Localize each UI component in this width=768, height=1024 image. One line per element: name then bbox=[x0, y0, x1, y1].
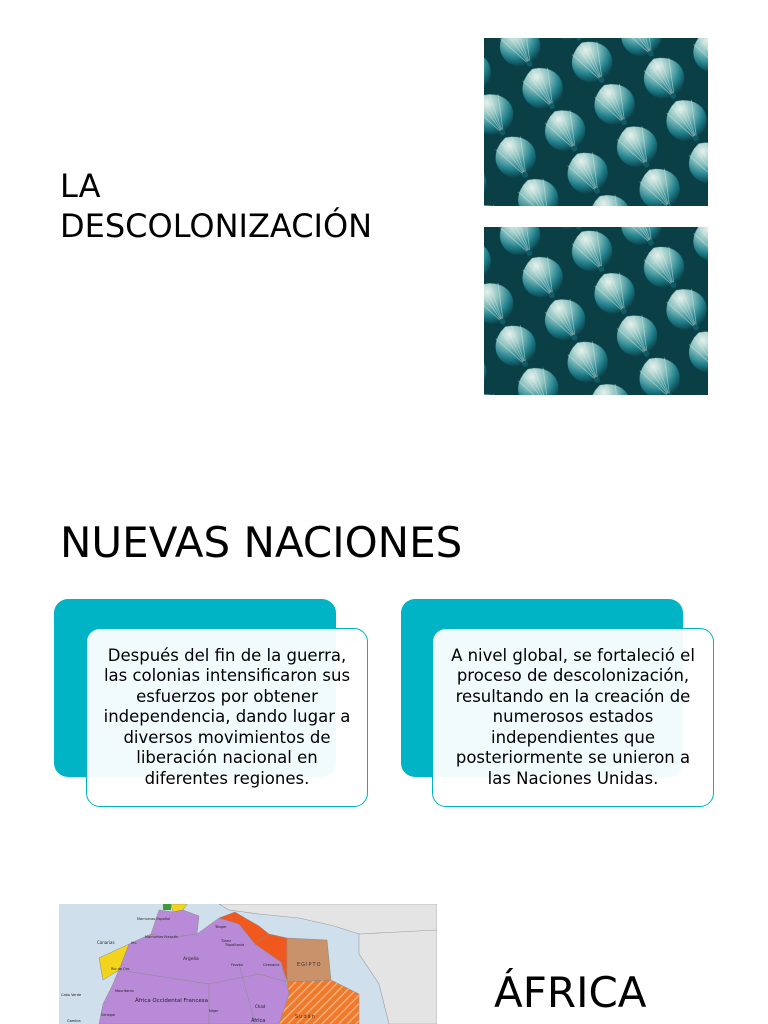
map-label-aof: África Occidental Francesa bbox=[135, 998, 209, 1004]
map-label-marruecos: Marruecos Español bbox=[137, 917, 171, 921]
map-label-argelia: Argelia bbox=[183, 957, 199, 962]
map-label-senegal: Senegal bbox=[101, 1013, 116, 1017]
fractal-image-bottom bbox=[484, 227, 708, 395]
title-slide-heading bbox=[60, 166, 460, 246]
card-1-text: Después del fin de la guerra, las colonias intensificaron sus esfuerzos por obtener independencia, dando lugar a diversos movimientos de liberación nacional en diferentes regiones. bbox=[103, 645, 351, 788]
map-label-gambia: Gambia bbox=[67, 1019, 81, 1023]
map-label-cabo-verde: Cabo Verde bbox=[61, 993, 82, 997]
fractal-image-top bbox=[484, 38, 708, 206]
map-label-tanger: Tánger bbox=[215, 925, 227, 929]
title-line-1: LA bbox=[60, 167, 101, 205]
africa-map-image bbox=[59, 904, 437, 1024]
map-label-mauritania: Mauritania bbox=[115, 989, 134, 993]
map-label-tunez: Túnez bbox=[221, 939, 232, 943]
map-label-chad: Chad bbox=[255, 1004, 266, 1009]
map-label-rio-de-oro: Río de Oro bbox=[111, 967, 130, 971]
fractal-graphic bbox=[484, 38, 708, 206]
africa-heading: ÁFRICA bbox=[494, 968, 647, 1017]
map-label-marruecos-fr: Marruecos Francés bbox=[145, 935, 178, 939]
africa-map-graphic bbox=[59, 904, 437, 1024]
text-card-1 bbox=[86, 628, 368, 807]
map-label-fezzan: Fezzán bbox=[231, 963, 244, 967]
map-label-niger: Níger bbox=[209, 1009, 219, 1013]
card-2-text: A nivel global, se fortaleció el proceso de descolonización, resultando en la creación de numerosos estados independientes que posteriormente se unieron a las Naciones Unidas. bbox=[451, 645, 695, 788]
map-label-ifni: Ifni bbox=[131, 941, 137, 945]
fractal-graphic bbox=[484, 227, 708, 395]
nuevas-naciones-heading: NUEVAS NACIONES bbox=[60, 518, 463, 567]
text-card-2 bbox=[432, 628, 714, 807]
map-label-africa: África bbox=[251, 1018, 266, 1024]
map-label-egipto: EGIPTO bbox=[297, 962, 322, 968]
map-label-canarias: Canarias bbox=[97, 940, 115, 945]
map-label-cirenaica: Cirenaica bbox=[263, 963, 280, 967]
map-label-sudan: Sudán bbox=[295, 1014, 316, 1020]
title-line-2: DESCOLONIZACIÓN bbox=[60, 207, 373, 245]
map-label-tripolitania: Tripolitania bbox=[225, 943, 245, 947]
